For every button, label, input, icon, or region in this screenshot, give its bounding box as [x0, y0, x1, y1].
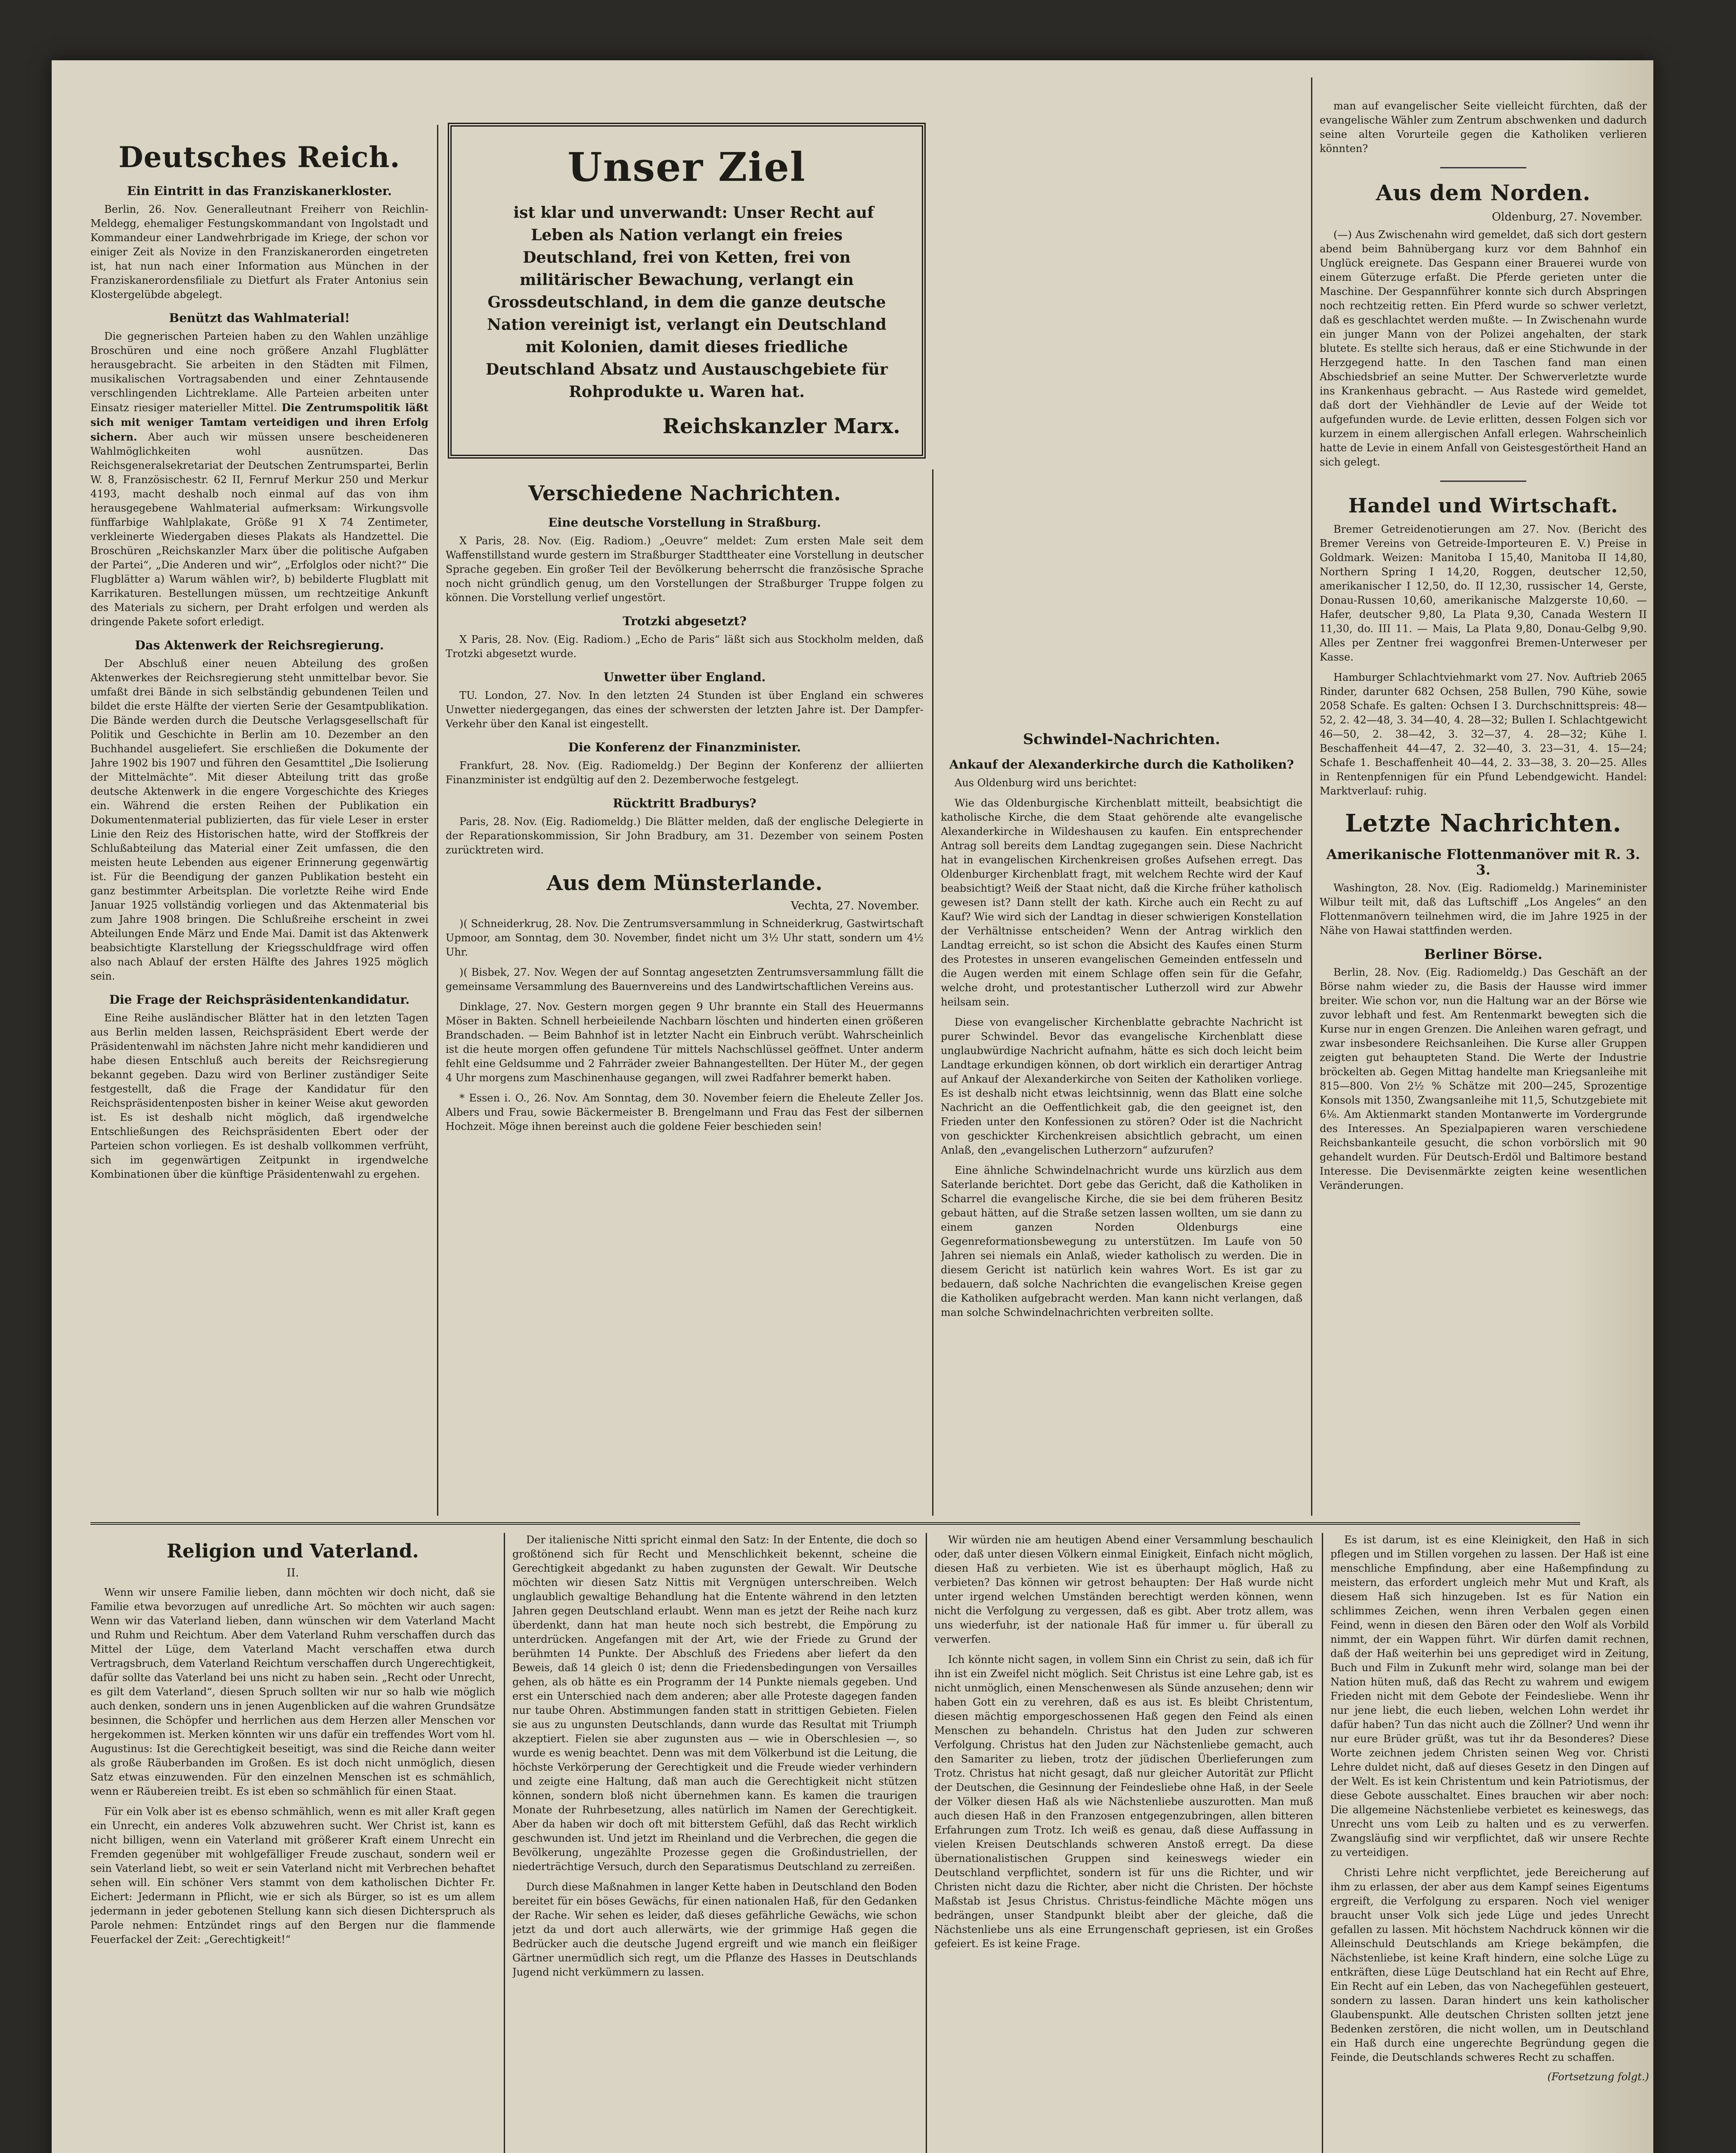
article-text: [90, 329, 428, 629]
column-schwindel: [941, 723, 1302, 1516]
article-text: Berlin, 28. Nov. (Eig. Radiomeldg.) Das Geschäft an der Börse nahm wieder zu, die Basis der Hausse wird immer breiter. Wie schon vor, nun die Haltung war an der Börse wie zuvor lebhaft und fest. Am Rentenmarkt bewegten sich die Kurse nur in engen Grenzen. Die Anleihen waren gefragt, und zwar insbesondere Reichsanleihen. Die Kurse aller Gruppen zeigten gut behaupteten Stand. Die Werte der Industrie bröckelten ab. Gegen Mittag handelte man Kriegsanleihe mit 815—800. Von 2½ % Schätze mit 200—245, Sprozentige Konsols mit 1350, Zwangsanleihe mit 11,5, Schutzgebiete mit 6⅛. Am Aktienmarkt standen Montanwerte im Vordergrunde des Interesses. An Spezialpapieren waren verschiedene Reichsbankanteile gesucht, die schon vorbörslich mit 90 gehandelt wurden. Für Deutsch-Erdöl und Baltimore bestand Interesse. Die Devisenmärkte zeigten keine wesentlichen Veränderungen.: [1320, 966, 1647, 1191]
article-text: (—) Aus Zwischenahn wird gemeldet, daß sich dort gestern abend beim Bahnübergang kurz vor dem Bahnhof ein Unglück ereignete. Das Gespann einer Brauerei wurde von einem Güterzuge erfaßt. Die Pferde gerieten unter die Maschine. Der Gespannführer konnte sich durch Abspringen noch rechtzeitig retten. Ein Pferd wurde so schwer verletzt, daß es geschlachtet werden mußte. — In Zwischenahn wurde ein junger Mann von der Polizei angehalten, der stark blutete. Es stellte sich heraus, daß er eine Stichwunde in der Herzgegend hatte. In den Taschen fand man einen Abschiedsbrief an seine Mutter. Der Schwerverletzte wurde ins Krankenhaus gebracht. — Aus Rastede wird gemeldet, daß dort der Viehhändler de Levie auf der Weide tot aufgefunden wurde. de Levie erlitten, dessen Folgen sich vor kurzem in einem allergischen Anfall erlegen. Wahrscheinlich hatte de Levie in einem Anfall von Geistesgestörtheit Hand an sich gelegt.: [1320, 229, 1647, 468]
section-title: Verschiedene Nachrichten.: [528, 481, 841, 506]
column-deutsches-reich: [90, 133, 428, 1589]
dateline: Vechta, 27. November.: [790, 900, 919, 912]
article-text: Diese von evangelischer Kirchenblatte gebrachte Nachricht ist purer Schwindel. Bevor das evangelische Kirchenblatt diese unglaubwürdige Nachricht aufnahm, hätte es sich doch leicht beim Landtage erkundigen können, ob dort wirklich ein derartiger Antrag auf Ankauf der Alexanderkirche von Seiten der Katholiken vorliege. Es ist deshalb nicht etwas leichtsinnig, wenn das Blatt eine solche Nachricht an die Oeffentlichkeit gab, die den geeignet ist, den Frieden unter den Konfessionen zu stören? Oder ist die Nachricht von geschickter Kirchenkreisen absichtlich gebracht, um einen Anlaß, den „evangelischen Lutherzorn“ aufzurufen?: [941, 1016, 1302, 1156]
article-text: Wie das Oldenburgische Kirchenblatt mitteilt, beabsichtigt die katholische Kirche, die dem Staat gehörende alte evangelische Alexanderkirche in Wildeshausen zu kaufen. Ein entsprechender Antrag soll bereits dem Landtag zugegangen sein. Diese Nachricht hat in evangelischen Kirchenkreisen großes Aufsehen erregt. Das Oldenburger Kirchenblatt fragt, mit welchem Rechte wird der Kauf beabsichtigt? Weiß der Staat nicht, daß die Kirche früher katholisch gewesen ist? Dann stellt der kath. Kirche auch ein Recht zu auf Kauf? Wie wird sich der Landtag in dieser schwierigen Konstellation der Verhältnisse entscheiden? Wenn der Antrag wirklich den Landtag erreicht, so ist schon die Absicht des Kaufes einen Sturm des Protestes in unseren evangelischen Gemeinden entfesseln und die Augen werden mit einem Schlage offen sein für die Gefahr, welche droht, und protestantischer Lutherzoll wird zur Abwehr heilsam sein.: [941, 797, 1302, 1008]
article-text: X Paris, 28. Nov. (Eig. Radiom.) „Oeuvre“ meldet: Zum ersten Male seit dem Waffenstillstand wurde gestern im Straßburger Stadttheater eine Vorstellung in deutscher Sprache gegeben. Ein großer Teil der Bevölkerung beherrscht die französische Sprache noch nicht gründlich genug, um den Vorstellungen der Straßburger Truppe folgen zu können. Die Vorstellung verlief ungestört.: [446, 535, 924, 604]
article-text: Aus Oldenburg wird uns berichtet:: [955, 777, 1137, 789]
newspaper-page: [52, 60, 1653, 2153]
divider: [1440, 167, 1526, 168]
column-rule: [932, 469, 933, 1516]
article-heading: Ein Eintritt in das Franziskanerkloster.: [127, 184, 392, 198]
section-title: Aus dem Norden.: [1376, 180, 1591, 205]
column-religion-3: [934, 1533, 1313, 2153]
unser-ziel-signature: Reichskanzler Marx.: [663, 414, 900, 438]
column-rule: [1322, 1533, 1323, 2153]
column-rule: [1311, 78, 1312, 1516]
article-heading: Berliner Börse.: [1424, 946, 1543, 962]
article-heading: Eine deutsche Vorstellung in Straßburg.: [548, 515, 821, 530]
continued-note: (Fortsetzung folgt.): [1547, 2071, 1649, 2083]
article-text: Bremer Getreidenotierungen am 27. Nov. (Bericht des Bremer Vereins von Getreide-Importeuren E. V.) Preise in Goldmark. Weizen: Manitoba I 15,40, Manitoba II 14,80, Northern Spring I 14,20, Roggen, deutscher 12,50, amerikanischer I 12,50, do. II 12,30, russischer 14, Gerste, Donau-Russen 10,60, amerikanische Malzgerste 10,60. — Hafer, deutscher 9,80, La Plata 9,30, Canada Western II 11,30, do. III 11. — Mais, La Plata 9,80, Donau-Gelbg 9,90. Alles per Zentner frei waggonfrei Bremen-Unterweser per Kasse.: [1320, 523, 1647, 663]
article-heading: Die Konferenz der Finanzminister.: [568, 740, 801, 754]
article-heading: Die Frage der Reichspräsidentenkandidatur.: [109, 993, 410, 1007]
section-title: Religion und Vaterland.: [167, 1540, 419, 1562]
article-text: Eine ähnliche Schwindelnachricht wurde uns kürzlich aus dem Saterlande berichtet. Dort gebe das Gericht, daß die Katholiken in Scharrel die evangelische Kirche, die sie bei dem früheren Besitz gebaut hätten, auf die Straße setzen lassen wollten, um sie dann zu einem ganzen Norden Oldenburgs eine Gegenreformationsbewegung zu unterstützen. Im Laufe von 50 Jahren sei niemals ein Anlaß, wieder katholisch zu werden. Die in diesem Gericht ist natürlich kein wahres Wort. Es ist gar zu bedauern, daß solche Nachrichten die evangelischen Kreise gegen die Katholiken aufgebracht werden. Man kann nicht verlangen, daß man solche Schwindelnachrichten verbreiten sollte.: [941, 1164, 1302, 1318]
article-text: Ich könnte nicht sagen, in vollem Sinn ein Christ zu sein, daß ich für ihn ist ein Zweifel nicht möglich. Seit Christus ist eine Lehre gab, ist es nicht unmöglich, einen Menschenwesen als Sünde anzusehen; denn wir haben Gott ein zu verehren, daß es aus ist. Es bleibt Christentum, diesen mächtig emporgeschossenen Haß gegen den Feind als einen Menschen zu behandeln. Christus hat den Juden zur schweren Verfolgung. Christus hat den Juden zur Nächstenliebe gemacht, auch den Samariter zu lieben, trotz der jüdischen Überlieferungen zum Trotz. Christus hat nicht gesagt, daß nur gleicher Autorität zur Pflicht der Deutschen, die Gesinnung der Feindesliebe ohne Haß, in der Seele der Völker diesen Haß als wie Nächstenliebe auszurotten. Man muß auch diesen Haß in den Franzosen entgegenzubringen, allen bitteren Erfahrungen zum Trotz. Ich weiß es genau, daß diese Auffassung in vielen Kreisen Deutschlands schweren Anstoß erregt. Da diese übernationalistischen Gruppen sind keineswegs wieder ein Deutschland verpflichtet, sondern ist für uns die Richter, und wir Christen nicht dazu die Richter, aber nicht die Christen. Der höchste Maßstab ist Jesus Christus. Christus-feindliche Mächte mögen uns bedrängen, unser Standpunkt bleibt aber der gleiche, daß die Nächstenliebe uns als eine Errungenschaft gepriesen, ist ein Großes gefeiert. Es ist keine Frage.: [934, 1654, 1313, 1950]
article-text: Der Abschluß einer neuen Abteilung des großen Aktenwerkes der Reichsregierung steht unmittelbar bevor. Sie umfaßt drei Bände in sich selbständig gebundenen Teilen und bildet die erste Hälfte der vierten Serie der Gesamtpublikation. Die Bände werden durch die Deutsche Verlagsgesellschaft für Politik und Geschichte in Berlin am 10. Dezember an den Buchhandel ausgeliefert. Sie erschließen die Dokumente der Jahre 1902 bis 1907 und führen den Gesamttitel „Die Isolierung der Mittelmächte“. Mit dieser Abteilung tritt das große deutsche Aktenwerk in die engere Vorgeschichte des Krieges ein. Während die ersten Reihen der Publikation ein Dokumentenmaterial publizierten, das für viele Leser in erster Linie den Reiz des Historischen hatte, wird der Stoffkreis der Schlußabteilung das Material einer Zeit umfassen, die den meisten heute Lebenden aus eigener Erinnerung gegenwärtig ist. Für die Beendigung der ganzen Publikation besteht ein ganz bestimmter Arbeitsplan. Die vorletzte Reihe wird Ende Januar 1925 vollständig vorliegen und das Aktenmaterial bis zum Jahre 1908 bringen. Die Schlußreihe erscheint in zwei Abteilungen Ende März und Ende Mai. Damit ist das Aktenwerk beabsichtigte Klarstellung der Kriegsschuldfrage wird offen also nach Ablauf der ersten Hälfte des Jahres 1925 möglich sein.: [90, 658, 428, 982]
article-heading: Trotzki abgesetzt?: [623, 614, 747, 628]
article-text: Durch diese Maßnahmen in langer Kette haben in Deutschland den Boden bereitet für ein böses Gewächs, für einen nationalen Haß, für den Gedanken der Rache. Wir sehen es leider, daß dieses gefährliche Gewächs, wie schon jetzt da und dort auch allerwärts, wie der grimmige Haß gegen die Bedrücker auch die deutsche Jugend ergreift und wie manch ein fleißiger Gärtner unermüdlich sich regt, um die Pflanze des Hasses in Deutschlands Jugend nicht verkümmern zu lassen.: [512, 1881, 917, 1978]
article-heading: Benützt das Wahlmaterial!: [169, 311, 350, 325]
part-number: II.: [286, 1567, 299, 1579]
article-text-part: Aber auch wir müssen unsere bescheideneren Wahlmöglichkeiten wohl ausnützen. Das Reichsgeneralsekretariat der Deutschen Zentrumspartei, Berlin W. 8, Französischestr. 62 II, Fernruf Merkur 250 und Merkur 4193, macht deshalb noch einmal auf das von ihm herausgegebene Wahlmaterial aufmerksam: Wirkungsvolle fünffarbige Wahlplakate, Größe 91 X 74 Zentimeter, verkleinerte Wiedergaben dieses Plakats als Handzettel. Die Broschüren „Reichskanzler Marx über die politische Aufgaben der Partei“, „Die Anderen und wir“, „Erfolglos oder nicht?“ Die Flugblätter a) Warum wählen wir?, b) bebilderte Flugblatt mit Karrikaturen. Bestellungen müssen, um rechtzeitige Ankunft des Materials zu sichern, per Draht erfolgen und werden als dringende Pakete sofort erledigt.: [90, 431, 428, 628]
section-title: Aus dem Münsterlande.: [546, 871, 823, 895]
article-text: Hamburger Schlachtviehmarkt vom 27. Nov. Auftrieb 2065 Rinder, darunter 682 Ochsen, 258 Bullen, 790 Kühe, sowie 2058 Schafe. Es galten: Ochsen I 3. Durchschnittspreis: 48—52, 2. 42—48, 3. 34—40, 4. 28—32; Bullen I. Schlachtgewicht 46—50, 2. 38—42, 3. 32—37, 4. 28—32; Kühe I. Beschaffenheit 44—47, 2. 32—40, 3. 23—31, 4. 15—24; Schafe 1. Beschaffenheit 40—44, 2. 33—38, 3. 20—25. Alles in Rentenpfennigen für ein Pfund Lebendgewicht. Handel: Marktverlauf: ruhig.: [1320, 671, 1647, 797]
dateline: Oldenburg, 27. November.: [1491, 211, 1643, 223]
article-text: Dinklage, 27. Nov. Gestern morgen gegen 9 Uhr brannte ein Stall des Heuermanns Möser in Bakten. Schnell herbeieilende Nachbarn löschten und hinderten einen größeren Brandschaden. — Beim Bahnhof ist in letzter Nacht ein Einbruch verübt. Wahrscheinlich ist die heute morgen offen gefundene Tür mittels Nachschlüssel geöffnet. Unter anderm fehlt eine Geldsumme und 2 Fahrräder zweier Bahnangestellten. Der Hüter M., der gegen 4 Uhr morgens zum Maschinenhause gegangen, will zwei Radfahrer bemerkt haben.: [446, 1001, 924, 1084]
article-heading: Rücktritt Bradburys?: [613, 796, 756, 810]
article-text-part: Die gegnerischen Parteien haben zu den Wahlen unzählige Broschüren und eine noch größere Anzahl Flugblätter herausgebracht. Sie arbeiten in den Städten mit Filmen, musikalischen Vortragsabenden und einer Zehntausende verschlingenden Lichtreklame. Alle Parteien arbeiten unter Einsatz riesiger materieller Mittel.: [90, 330, 428, 414]
article-heading: Amerikanische Flottenmanöver mit R. 3. 3.: [1326, 846, 1640, 878]
unser-ziel-title: Unser Ziel: [567, 144, 806, 190]
article-heading: Ankauf der Alexanderkirche durch die Katholiken?: [949, 757, 1294, 772]
column-verschiedene: [446, 474, 924, 1516]
column-rule: [926, 1533, 927, 2153]
article-text: Washington, 28. Nov. (Eig. Radiomeldg.) Marineminister Wilbur teilt mit, daß das Luftschiff „Los Angeles“ an den Flottenmanövern teilnehmen wird, die im Jahre 1925 in der Nähe von Hawai stattfinden werden.: [1320, 882, 1647, 937]
article-text: )( Schneiderkrug, 28. Nov. Die Zentrumsversammlung in Schneiderkrug, Gastwirtschaft Upmoor, am Sonntag, dem 30. November, findet nicht um 3½ Uhr statt, sondern um 4½ Uhr.: [446, 918, 924, 958]
article-text: )( Bisbek, 27. Nov. Wegen der auf Sonntag angesetzten Zentrumsversammlung fällt die gemeinsame Versammlung des Bauernvereins und des Landwirtschaftlichen Vereins aus.: [446, 966, 924, 993]
article-text: Es ist darum, ist es eine Kleinigkeit, den Haß in sich pflegen und im Stillen vorgehen zu lassen. Der Haß ist eine menschliche Empfindung, aber eine Haßempfindung zu meistern, das erfordert ungleich mehr Mut und Kraft, als diesem Haß sich hinzugeben. Ist es für Nation ein schlimmes Zeichen, wenn ihren Verbalen gegen einen Feind, wenn in diesen den Bären oder den Wolf als Vorbild nimmt, der ein Wappen führt. Wir dürfen damit rechnen, daß der Haß weiterhin bei uns geprediget wird in Zeitung, Buch und Film in Zukunft mehr wird, solange man bei der Nation hüten muß, daß das Recht zu wahrem und ewigem Frieden nicht mit dem Gebote der Feindesliebe. Wenn ihr nur jene liebt, die euch lieben, welchen Lohn werdet ihr dafür haben? Tun das nicht auch die Zöllner? Und wenn ihr nur eure Brüder grüßt, was tut ihr da Besonderes? Diese Worte zeichnen jedem Christen seinen Weg vor. Christi Lehre duldet nicht, daß auf dieses Gesetz in den Dingen auf der Welt. Es ist kein Christentum und kein Patriotismus, der diese Gebote ausschaltet. Eines brauchen wir aber noch: Die allgemeine Nächstenliebe verbietet es keineswegs, das Unrecht uns vom Leib zu halten und es zu verwerfen. Zwangsläufig sind wir verpflichtet, daß wir unsere Rechte zu verteidigen.: [1330, 1534, 1649, 1858]
section-title: Handel und Wirtschaft.: [1348, 494, 1618, 517]
article-text: * Essen i. O., 26. Nov. Am Sonntag, dem 30. November feiern die Eheleute Zeller Jos. Albers und Frau, sowie Bäckermeister B. Brengelmann und Frau das Fest der silbernen Hochzeit. Möge ihnen bereinst auch die goldene Feier beschieden sein!: [446, 1092, 924, 1132]
column-religion-2: [512, 1533, 917, 2153]
article-text-emphasis: Die Zentrumspolitik läßt sich mit weniger Tamtam verteidigen und ihren Erfolg sichern.: [90, 401, 428, 443]
article-text: Wir würden nie am heutigen Abend einer Versammlung beschaulich oder, daß unter diesen Völkern einmal Einigkeit, Einfach nicht möglich, diesen Haß zu verbieten. Wie ist es überhaupt möglich, Haß zu verbieten? Das können wir getrost behaupten: Der Haß wurde nicht unter irgend welchen Umständen berechtigt werden können, wenn nicht die Verfolgung zu vergessen, daß es gibt. Aber trotz allem, was uns wiederfuhr, ist der nationale Haß für immer u. für überall zu verwerfen.: [934, 1534, 1313, 1645]
article-text: Berlin, 26. Nov. Generalleutnant Freiherr von Reichlin-Meldegg, ehemaliger Festungskommandant von Ingolstadt und Kommandeur einer Landwehrbrigade im Kriege, der schon vor einiger Zeit als Novize in den Franziskanerorden eingetreten ist, hat nun nach einer Information aus München in der Franziskanerordensfiliale zu Dietfurt als Frater Antonius sein Klostergelübde abgelegt.: [90, 203, 428, 301]
article-text: Wenn wir unsere Familie lieben, dann möchten wir doch nicht, daß sie Familie etwa bevorzugen auf unredliche Art. So möchten wir auch sagen: Wenn wir das Vaterland lieben, dann wünschen wir dem Vaterland Macht und Ruhm und Reichtum. Aber dem Vaterland Ruhm verschaffen durch das Mittel der Lüge, dem Vaterland Macht verschaffen etwa durch Vertragsbruch, dem Vaterland Reichtum verschaffen durch Ungerechtigkeit, dafür sollte das Vaterland bei uns nicht zu haben sein. „Recht oder Unrecht, es gilt dem Vaterland“, diesen Spruch sollten wir nur so halb wie möglich auch denken, sondern uns in jenen Augenblicken auf die wahren Grundsätze besinnen, die Schöpfer und herrlichen aus dem Herzen aller Menschen vor hergekommen ist. Merken könnten wir uns dafür ein treffendes Wort vom hl. Augustinus: Ist die Gerechtigkeit beseitigt, was sind die Reiche dann weiter als große Räuberbanden im Großen. Es ist doch nicht unmöglich, diesen Satz etwas einzuwenden. Für den einzelnen Menschen ist es schmählich, wenn er Räubereien treibt. Es ist eben so schmählich für einen Staat.: [90, 1586, 495, 1797]
article-text: Christi Lehre nicht verpflichtet, jede Bereicherung auf ihm zu erlassen, der aber aus dem Kampf seines Eigentums ergreift, die Verfolgung zu ersparen. Noch viel weniger braucht unser Volk sich jede Lüge und jedes Unrecht gefallen zu lassen. Mit höchstem Nachdruck können wir die Alleinschuld Deutschlands am Kriege bekämpfen, die Nächstenliebe, ist keine Kraft hindern, eine solche Lüge zu entkräften, diese Lüge Deutschland hat ein Recht auf Ehre, Ein Recht auf ein Leben, das von Nachegefühlen gesteuert, sondern zu lassen. Daran hindert uns kein katholischer Glaubenspunkt. Alle deutschen Christen sollten jetzt jene Bedenken zerstören, die nicht wollen, um in Deutschland ein Haß durch eine ungerechte Begründung gegen die Feinde, die Deutschlands schweres Recht zu schaffen.: [1330, 1867, 1649, 2063]
column-religion-4: [1330, 1533, 1649, 2153]
article-text: man auf evangelischer Seite vielleicht fürchten, daß der evangelische Wähler zum Zentrum abschwenken und dadurch seine alten Vorurteile gegen die Katholiken verlieren könnten?: [1320, 100, 1647, 155]
article-heading: Das Aktenwerk der Reichsregierung.: [135, 638, 384, 652]
column-right: [1320, 99, 1647, 1516]
divider: [1440, 481, 1526, 482]
article-text: TU. London, 27. Nov. In den letzten 24 Stunden ist über England ein schweres Unwetter niedergegangen, das eines der schwersten der letzten Jahre ist. Der Dampfer-Verkehr über den Kanal ist eingestellt.: [446, 689, 924, 730]
section-title: Letzte Nachrichten.: [1345, 809, 1622, 838]
section-title: Schwindel-Nachrichten.: [1023, 731, 1220, 748]
article-text: X Paris, 28. Nov. (Eig. Radiom.) „Echo de Paris“ läßt sich aus Stockholm melden, daß Trotzki abgesetzt wurde.: [446, 633, 924, 660]
article-text: Paris, 28. Nov. (Eig. Radiomeldg.) Die Blätter melden, daß der englische Delegierte in der Reparationskommission, Sir John Bradbury, am 31. Dezember von seinem Posten zurücktreten wird.: [446, 816, 924, 856]
article-text: Der italienische Nitti spricht einmal den Satz: In der Entente, die doch so großtönend sich für Recht und Menschlichkeit bekennt, scheine die Gerechtigkeit abgedankt zu haben zugunsten der Gewalt. Wir Deutsche möchten wir diesen Satz Nittis mit Vergnügen unterschreiben. Welch unglaublich gewaltige Behandlung hat die Entente während in den letzten Jahren gegen Deutschland erlaubt. Wenn man es jetzt der Reihe nach kurz überdenkt, dann hat man heute noch sich bestrebt, die Empörung zu unterdrücken. Angefangen mit der Art, wie der Friede zu Grund der berühmten 14 Punkte. Der Abschluß des Friedens aber liefert da den Beweis, daß 14 gleich 0 ist; denn die Friedensbedingungen von Versailles gehen, als ob hätte es ein Programm der 14 Punkte niemals gegeben. Und erst ein Unterschied nach dem anderen; aber alle Proteste dagegen fanden nur taube Ohren. Abstimmungen fanden statt in strittigen Gebieten. Fielen sie aus zu ungunsten Deutschlands, dann wurde das Resultat mit Triumph akzeptiert. Fielen sie aber zugunsten aus — wie in Oberschlesien —, so wurde es wenig beachtet. Denn was mit dem Völkerbund ist die Leitung, die höchste Verkörperung der Gerechtigkeit und die Freude wieder verhindern und zeigte eine Haltung, daß man auch die Gerechtigkeit nicht stützen können, sondern bloß nicht übernehmen kann. Es kamen die traurigen Monate der Ruhrbesetzung, alles natürlich im Namen der Gerechtigkeit. Aber da haben wir doch oft mit bitterstem Gefühl, daß das Recht wirklich geschwunden ist. Und jetzt im Rheinland und die Verbrechen, die gegen die Bevölkerung, ungezählte Prozesse gegen die Großindustriellen, der niederträchtige Versuch, durch den Separatismus Deutschland zu zerreißen.: [512, 1534, 917, 1873]
article-text: Eine Reihe ausländischer Blätter hat in den letzten Tagen aus Berlin melden lassen, Reichspräsident Ebert werde der Präsidentenwahl im nächsten Jahre nicht mehr kandidieren und habe diesen Entschluß auch bereits der Reichsregierung bekannt gegeben. Dazu wird von Berliner zuständiger Seite festgestellt, daß die Frage der Kandidatur für den Reichspräsidentenposten bisher in keiner Weise akut geworden ist. Es ist deshalb nicht möglich, daß irgendwelche Entschließungen des Reichspräsidenten Ebert oder der Parteien schon vorliegen. Es ist deshalb vollkommen verfrüht, sich im gegenwärtigen Zeitpunkt in irgendwelche Kombinationen über die künftige Präsidentenwahl zu ergehen.: [90, 1012, 428, 1180]
article-text: Frankfurt, 28. Nov. (Eig. Radiomeldg.) Der Beginn der Konferenz der alliierten Finanzminister ist endgültig auf den 2. Dezemberwoche festgelegt.: [446, 760, 924, 786]
article-heading: Unwetter über England.: [603, 670, 766, 684]
column-rule: [504, 1533, 505, 2153]
column-rule: [437, 125, 438, 1516]
unser-ziel-text: ist klar und unverwandt: Unser Recht auf Leben als Nation verlangt ein freies Deutschland, frei von Ketten, frei von militärischer Bewachung, verlangt ein Grossdeutschland, in dem die ganze deutsche Nation vereinigt ist, verlangt ein Deutschland mit Kolonien, damit dieses friedliche Deutschland Absatz und Austauschgebiete für Rohprodukte u. Waren hat.: [486, 204, 888, 401]
unser-ziel-box: [448, 123, 926, 459]
article-text: Für ein Volk aber ist es ebenso schmählich, wenn es mit aller Kraft gegen ein Unrecht, ein anderes Volk abzuwehren sucht. Wer Christ ist, kann es nicht billigen, wenn ein Vaterland mit größerer Kraft einem Unrecht ein Fremden gegenüber mit wohlgefälliger Freude zuschaut, sondern weil er sein Vaterland liebt, so weit er sein Vaterland nicht mit Verbrechen behaftet sehen will. Ein schöner Vers stammt von dem katholischen Dichter Fr. Eichert: Jedermann in Pflicht, wie er sich als Bürger, so ist es um allem jedermann in jeder gebotenen Stellung kann sich diesen Dichterspruch als Parole nehmen: Entzündet rings auf den Bergen nur die flammende Feuerfackel der Zeit: „Gerechtigkeit!“: [90, 1806, 495, 1945]
column-religion-1: [90, 1533, 495, 2153]
section-title: Deutsches Reich.: [118, 140, 400, 174]
